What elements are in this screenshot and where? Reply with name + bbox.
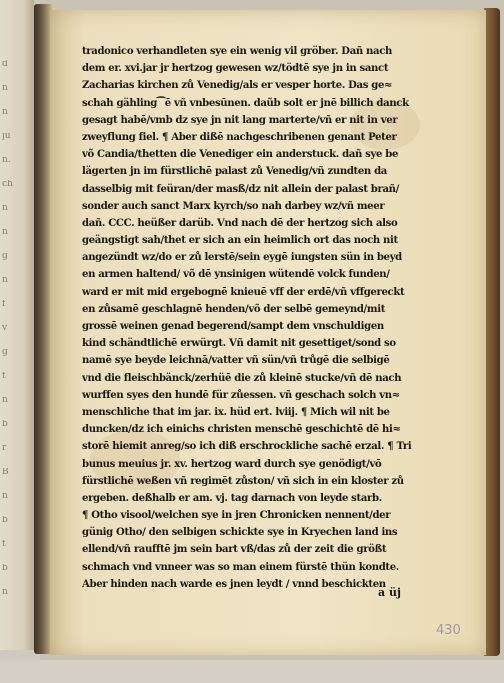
- facing-page-fragment: n: [2, 204, 8, 213]
- text-line: sonder auch sanct Marx kyrch/so nah darbey wz/vñ meer: [82, 200, 385, 212]
- text-line: schah gähling⁀ē vñ vnbesūnen. daũb solt er jnē billich danck: [82, 97, 409, 109]
- text-line: ellend/vñ raufftē jm sein bart vß/das zů der zeit die größt: [82, 544, 387, 556]
- facing-page-fragment: v: [2, 324, 8, 333]
- facing-page-fragment: ju: [2, 132, 11, 141]
- text-line: schmach vnd vnneer was so man einem fürstē thün kondte.: [82, 561, 399, 573]
- facing-page-fragment: n: [2, 492, 8, 501]
- text-line: bunus meuius jr. xv. hertzog ward durch sye genödigt/vō: [82, 458, 382, 470]
- facing-page-fragment: g: [2, 252, 8, 261]
- text-line: lägerten jn im fürstlichē palast zů Venedig/vñ zundten da: [82, 166, 387, 178]
- facing-page-fragment: b: [2, 420, 8, 429]
- facing-page-fragment: b: [2, 516, 8, 525]
- signature-mark: a üj: [378, 586, 401, 599]
- facing-page-fragment: ch: [2, 180, 13, 189]
- text-line: ward er mit mid ergebognē knieuē vff der erdē/vñ vffgereckt: [82, 286, 405, 298]
- facing-page-fragment: n: [2, 228, 8, 237]
- text-line: Aber hinden nach warde es jnen leydt / vnnd beschickten: [82, 578, 386, 590]
- facing-page-fragment: b: [2, 564, 8, 573]
- text-line: tradonico verhandleten sye ein wenig vil gröber. Dañ nach: [82, 46, 393, 57]
- book-cover-edge: [484, 8, 500, 656]
- text-line: günig Otho/ den selbigen schickte sye in Kryechen land ins: [82, 527, 398, 539]
- facing-page-fragment: g: [2, 348, 8, 357]
- facing-page-fragment: d: [2, 60, 8, 69]
- facing-page-fragment: n: [2, 588, 8, 597]
- text-line: menschliche that im jar. ix. hüd ert. lviij. ¶ Mich wil nit be: [82, 406, 390, 418]
- text-line: ¶ Otho visool/welchen sye in jren Chronicken nennent/der: [82, 510, 391, 522]
- facing-page-fragment: t: [2, 372, 6, 381]
- text-line: en armen haltend/ võ dē ynsinigen wütendē volck funden/: [82, 269, 390, 281]
- facing-page-fragment: n.: [2, 156, 11, 165]
- text-line: kind schändtlichē erwürgt. Vñ damit nit gesettiget/sond so: [82, 338, 396, 350]
- text-line: grossē weinen genad begerend/sampt dem vnschuldigen: [82, 321, 384, 332]
- book-page: [50, 10, 486, 655]
- text-line: wurffen syes den hundē für zůessen. vñ geschach solch vn≈: [82, 389, 400, 401]
- text-line: vnd die fleischbänck/zerhüē die zů kleinē stucke/vñ dē nach: [82, 372, 402, 384]
- facing-page-fragment: n: [2, 84, 8, 93]
- facing-page-edge: [0, 0, 34, 650]
- text-line: Zacharias kirchen zů Venedig/als er vesper horte. Das ge≈: [82, 80, 393, 92]
- text-line: gesagt habē/vmb dz sye jn nit lang marterte/vñ er nit in ver: [82, 114, 398, 126]
- text-line: en zůsamē geschlagnē henden/võ der selbē gemeynd/mit: [82, 303, 386, 315]
- text-line: võ Candia/thetten die Venediger ein anderstuck. dañ sye be: [82, 149, 399, 161]
- scan-background-bottom: [0, 660, 504, 683]
- facing-page-fragment: n: [2, 396, 8, 405]
- text-line: dañ. CCC. heüßer darüb. Vnd nach dē der hertzog sich also: [82, 217, 398, 229]
- text-line: zweyflung fiel. ¶ Aber dißē nachgeschribenen genant Peter: [82, 131, 397, 143]
- text-line: dasselbig mit feüran/der masß/dz nit allein der palast brañ/: [82, 183, 399, 195]
- text-line: fürstlichē weßen vñ regimēt zůston/ vñ sich in ein kloster zů: [82, 475, 404, 487]
- text-line: angezündt wz/do er zů lerstē/sein eygē iungsten sün in beyd: [82, 252, 402, 264]
- text-line: namē sye beyde leichnā/vatter vñ sün/vñ trůgē die selbigē: [82, 355, 390, 367]
- page-body-text: [82, 43, 452, 593]
- text-line: geängstigt sah/thet er sich an ein heimlich ort das noch nit: [82, 235, 398, 247]
- facing-page-fragment: n: [2, 108, 8, 117]
- facing-page-fragment: r: [2, 444, 7, 453]
- folio-number: 430: [436, 623, 461, 638]
- text-line: storē hiemit anreg/so ich diß erschrockliche sachē erzal. ¶ Tri: [82, 441, 412, 453]
- facing-page-fragment: n: [2, 276, 8, 285]
- facing-page-fragment: B: [2, 468, 9, 477]
- text-line: duncken/dz ich einichs christen menschē geschichtē dē hi≈: [82, 424, 401, 436]
- facing-page-fragment: t: [2, 540, 6, 549]
- text-line: ergeben. deßhalb er am. vj. tag darnach von leyde starb.: [82, 492, 382, 504]
- text-line: dem er. xvi.jar jr hertzog gewesen wz/tödtē sye jn in sanct: [82, 63, 389, 75]
- facing-page-fragment: f: [2, 300, 6, 309]
